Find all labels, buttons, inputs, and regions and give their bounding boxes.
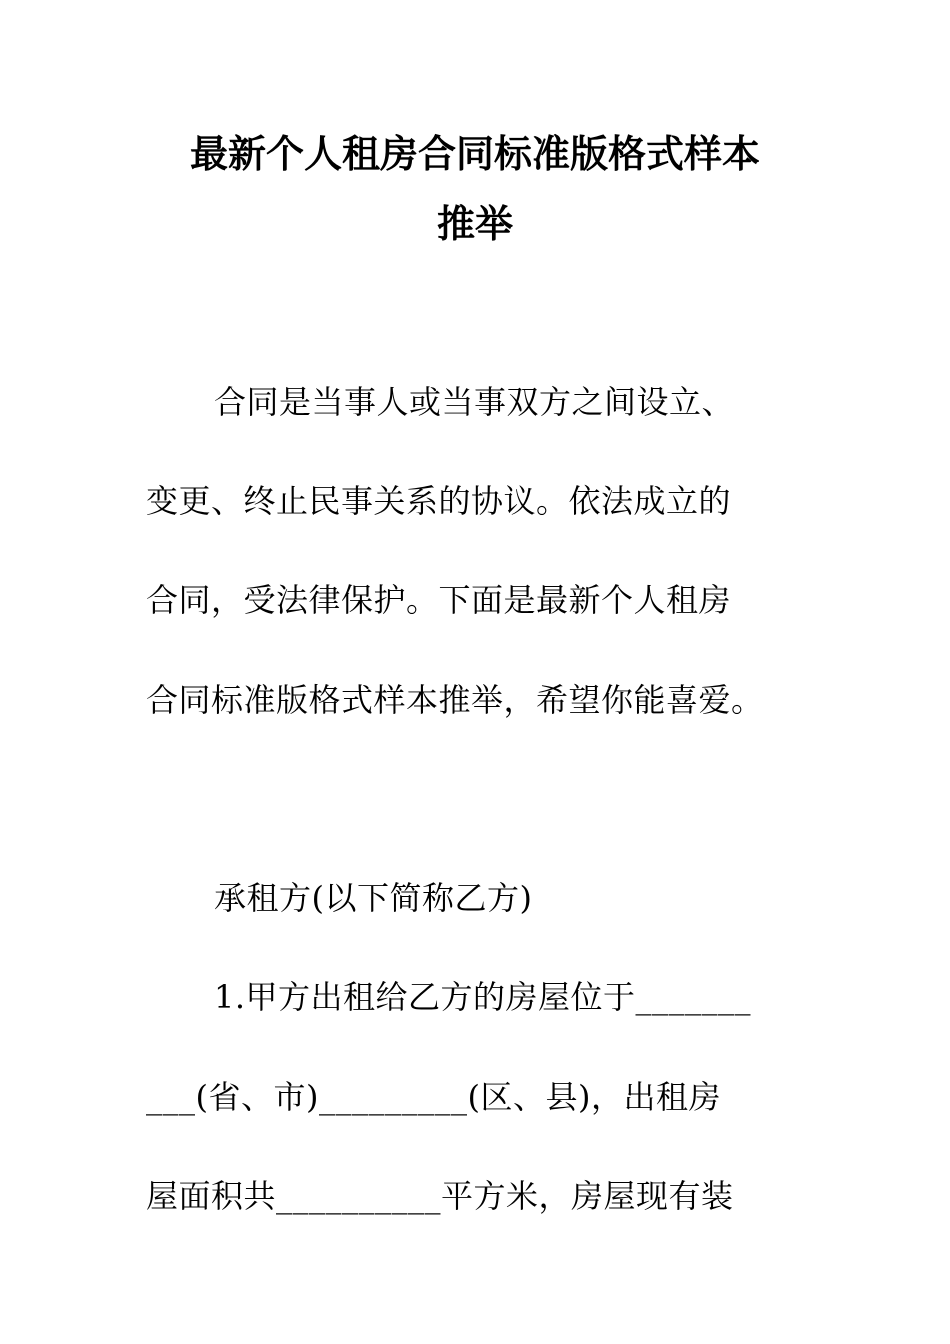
- party-line: 承租方(以下简称乙方): [214, 879, 533, 917]
- clause-line: ___(省、市)_________(区、县)，出租房: [146, 1078, 721, 1116]
- clause-line: 屋面积共__________平方米，房屋现有装: [146, 1177, 734, 1215]
- intro-line: 合同标准版格式样本推举，希望你能喜爱。: [146, 681, 764, 719]
- intro-line: 变更、终止民事关系的协议。依法成立的: [146, 482, 732, 520]
- intro-line: 合同是当事人或当事双方之间设立、: [214, 383, 735, 421]
- document-title-continued: 推举: [436, 202, 513, 246]
- intro-line: 合同，受法律保护。下面是最新个人租房: [146, 581, 732, 619]
- document-title: 最新个人租房合同标准版格式样本: [189, 132, 760, 176]
- clause-line: 1.甲方出租给乙方的房屋位于_______: [214, 978, 752, 1016]
